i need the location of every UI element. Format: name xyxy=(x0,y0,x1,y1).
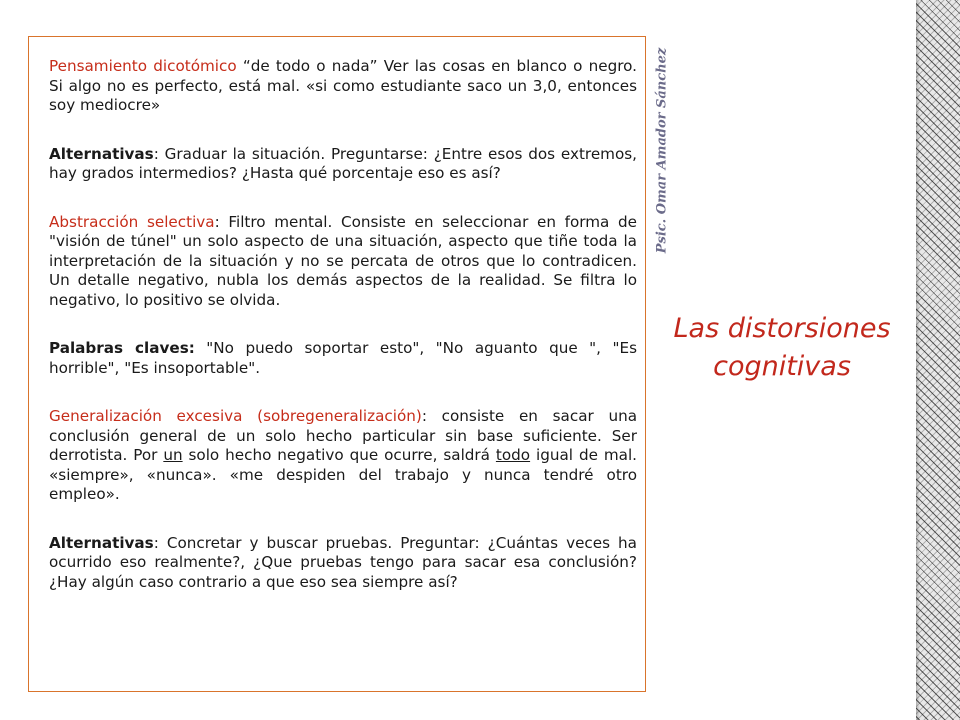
decorative-pattern-panel xyxy=(916,0,960,720)
paragraph-text: solo hecho negativo que ocurre, saldrá xyxy=(182,446,496,464)
slide-title xyxy=(650,310,914,386)
paragraph-abstraccion-selectiva xyxy=(49,213,637,311)
label-alternativas: Alternativas xyxy=(49,533,154,552)
term-pensamiento-dicotomico: Pensamiento dicotómico xyxy=(49,57,237,75)
label-alternativas: Alternativas xyxy=(49,144,154,163)
slide-title-line-2: cognitivas xyxy=(713,351,851,382)
paragraph-generalizacion-excesiva xyxy=(49,407,637,505)
term-abstraccion-selectiva: Abstracción selectiva xyxy=(49,212,215,231)
term-generalizacion-excesiva: Generalización excesiva (sobregeneralización) xyxy=(49,407,422,425)
author-credit xyxy=(649,40,675,260)
underlined-word-un: un xyxy=(163,446,183,464)
author-name: Psic. Omar Amador Sánchez xyxy=(654,47,670,253)
label-palabras-claves: Palabras claves: xyxy=(49,339,195,357)
paragraph-text: "No puedo soportar esto", "No aguanto que ", "Es horrible", "Es insoportable". xyxy=(49,339,637,377)
underlined-word-todo: todo xyxy=(495,446,531,464)
paragraph-alternativas-1 xyxy=(49,145,637,184)
paragraph-text: : Graduar la situación. Preguntarse: ¿Entre esos dos extremos, hay grados intermedios? ¿Hasta qué porcentaje eso es así? xyxy=(49,144,637,182)
paragraph-text: “de todo o nada” Ver las cosas en blanco o negro. Si algo no es perfecto, está mal. «si como estudiante saco un 3,0, entonces soy mediocre» xyxy=(49,57,637,114)
paragraph-pensamiento-dicotomico xyxy=(49,57,637,116)
content-box xyxy=(28,36,646,692)
paragraph-alternativas-2 xyxy=(49,534,637,593)
paragraph-text: igual de mal. «siempre», «nunca». «me despiden del trabajo y nunca tendré otro empleo». xyxy=(49,446,637,503)
paragraph-text: : Concretar y buscar pruebas. Preguntar: ¿Cuántas veces ha ocurrido eso realmente?, ¿Que pruebas tengo para sacar esa conclusión? ¿Hay algún caso contrario a que eso sea siempre así? xyxy=(49,533,637,591)
slide-title-line-1: Las distorsiones xyxy=(673,313,891,344)
paragraph-text: : Filtro mental. Consiste en seleccionar en forma de "visión de túnel" un solo aspecto de una situación, aspecto que tiñe toda la interpretación de la situación y no se percata de otros que lo contradicen. Un detalle negativo, nubla los demás aspectos de la realidad. Se filtra lo negativo, lo positivo se olvida. xyxy=(49,212,637,309)
paragraph-text: : consiste en sacar una conclusión general de un solo hecho particular sin base suficiente. Ser derrotista. Por xyxy=(49,407,638,464)
paragraph-palabras-claves xyxy=(49,339,637,378)
